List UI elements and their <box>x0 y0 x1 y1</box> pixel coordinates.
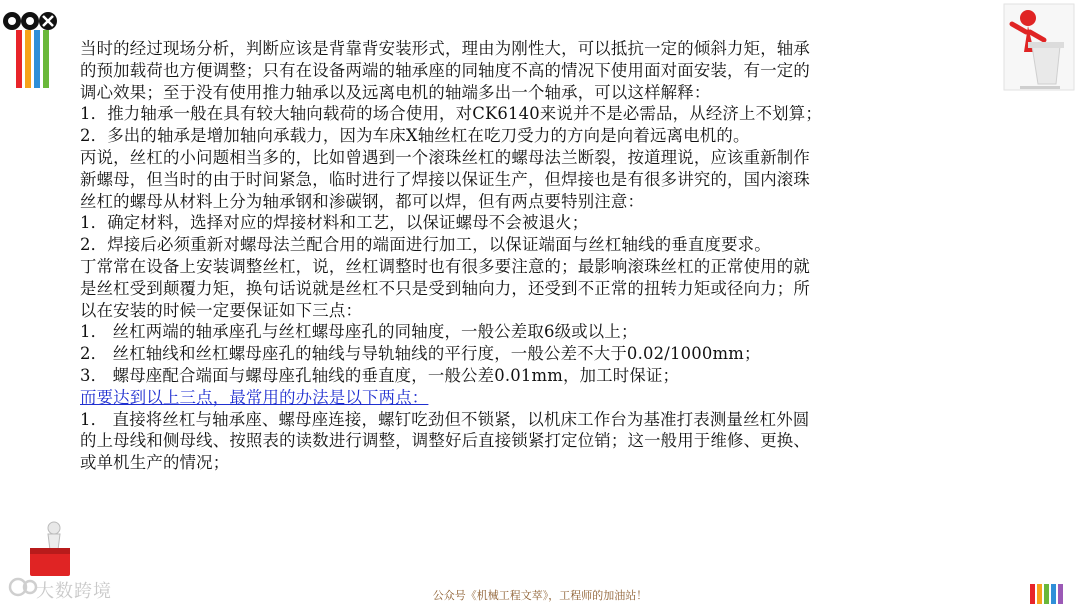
text-line: 的预加载荷也方便调整；只有在设备两端的轴承座的同轴度不高的情况下使用面对面安装，有一定的 <box>80 60 810 80</box>
color-bars-icon <box>16 30 50 88</box>
text-line: 2．焊接后必须重新对螺母法兰配合用的端面进行加工，以保证端面与丝杠轴线的垂直度要求。 <box>80 235 771 255</box>
text-line: 是丝杠受到颠覆力矩，换句话说就是丝杠不只是受到轴向力，还受到不正常的扭转力矩或径向力；所 <box>80 278 810 298</box>
speaker-at-podium-icon <box>998 0 1076 92</box>
text-line: 调心效果；至于没有使用推力轴承以及远离电机的轴端多出一个轴承，可以这样解释： <box>80 82 711 102</box>
text-line: 2．多出的轴承是增加轴向承载力，因为车床X轴丝杠在吃刀受力的方向是向着远离电机的。 <box>80 126 750 146</box>
text-line: 丁常常在设备上安装调整丝杠，说，丝杠调整时也有很多要注意的；最影响滚珠丝杠的正常使用的就 <box>80 256 810 276</box>
text-line: 丙说，丝杠的小问题相当多的，比如曾遇到一个滚珠丝杠的螺母法兰断裂，按道理说，应该重新制作 <box>80 147 810 167</box>
text-line: 以在安装的时候一定要保证如下三点： <box>80 300 363 320</box>
top-left-logo <box>2 4 62 88</box>
text-line: 丝杠的螺母从材料上分为轴承钢和渗碳钢，都可以焊，但有两点要特别注意： <box>80 191 645 211</box>
text-line: 3． 螺母座配合端面与螺母座孔轴线的垂直度，一般公差0.01mm，加工时保证； <box>80 365 680 385</box>
text-line: 1． 丝杠两端的轴承座孔与丝杠螺母座孔的同轴度，一般公差取6级或以上； <box>80 322 638 342</box>
circles-logo-icon <box>2 10 60 32</box>
text-line: 新螺母，但当时的由于时间紧急，临时进行了焊接以保证生产，但焊接也是有很多讲究的，国内滚珠 <box>80 169 810 189</box>
text-line: 1．推力轴承一般在具有较大轴向载荷的场合使用，对CK6140来说并不是必需品，从经济上不划算； <box>80 104 822 124</box>
text-line: 1．确定材料，选择对应的焊接材料和工艺，以保证螺母不会被退火； <box>80 213 589 233</box>
figure-with-red-box-icon <box>24 520 80 580</box>
text-line: 或单机生产的情况； <box>80 453 230 473</box>
text-line: 当时的经过现场分析，判断应该是背靠背安装形式，理由为刚性大，可以抵抗一定的倾斜力矩，轴承 <box>80 39 810 58</box>
footer-text: 公众号《机械工程文萃》，工程师的加油站！ <box>432 589 648 602</box>
watermark-text: 大数跨境 <box>36 581 112 602</box>
text-line: 的上母线和侧母线、按照表的读数进行调整，调整好后直接锁紧打定位销；这一般用于维修、更换、 <box>80 431 810 451</box>
hyperlink-line[interactable]: 而要达到以上三点，最常用的办法是以下两点： <box>80 387 429 407</box>
article-body <box>80 38 1004 474</box>
text-line: 2． 丝杠轴线和丝杠螺母座孔的轴线与导轨轴线的平行度，一般公差不大于0.02/1000mm； <box>80 344 761 364</box>
text-line: 1． 直接将丝杠与轴承座、螺母座连接，螺钉吃劲但不锁紧，以机床工作台为基准打表测量丝杠外圆 <box>80 409 810 429</box>
